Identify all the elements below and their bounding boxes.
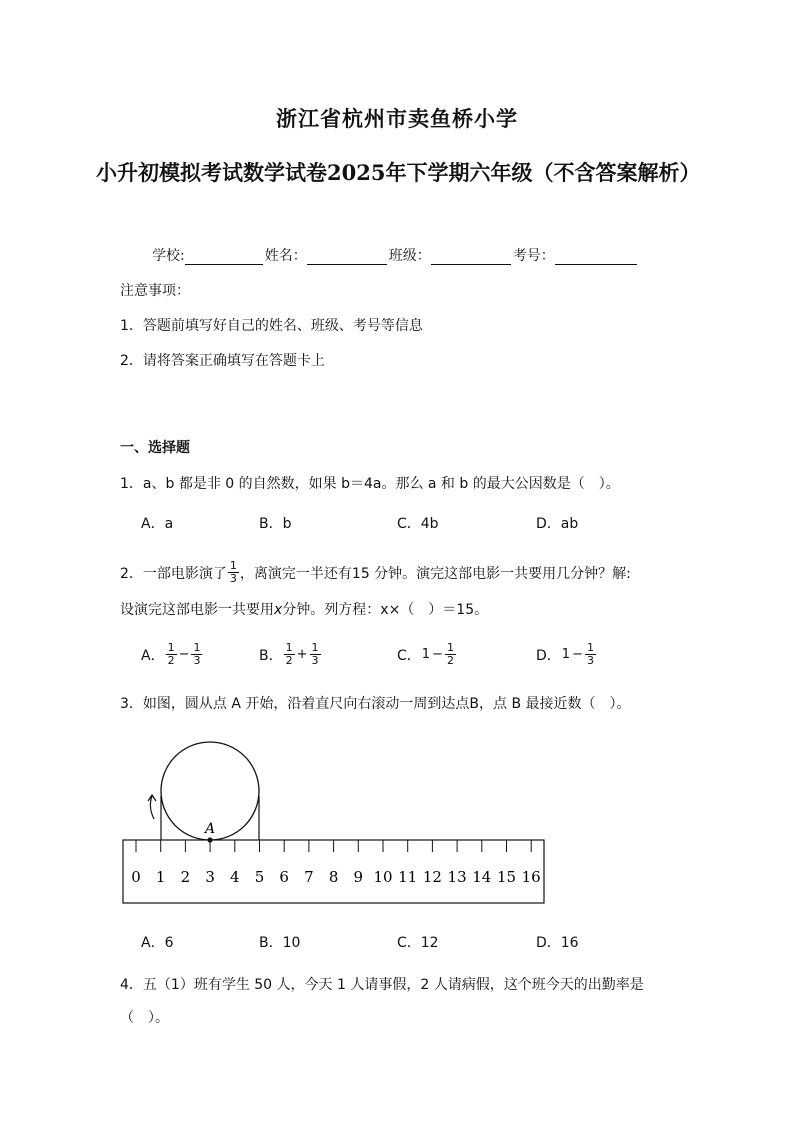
question-3-stem: 3．如图，圆从点 A 开始，沿着直尺向右滚动一周到达点B，点 B 最接近数（ ）。 [120, 696, 631, 712]
q2-line2-text-b: 分钟。列方程：x×（ ）＝15。 [282, 602, 489, 618]
ruler-number-label: 11 [398, 868, 418, 886]
fraction-denominator: 3 [193, 654, 201, 667]
ruler-number-label: 2 [180, 868, 191, 886]
operator: − [432, 647, 443, 662]
q2-option-b[interactable] [259, 642, 322, 667]
fraction [585, 642, 596, 667]
fraction-denominator: 2 [446, 654, 454, 667]
q2-stem-text-b: ，离演完一半还有15 分钟。演完这部电影一共要用几分钟？解: [239, 565, 631, 582]
name-label: 姓名： [264, 248, 307, 264]
ruler-labels [131, 868, 541, 886]
fraction-denominator: 2 [167, 654, 175, 667]
fraction-numerator: 1 [167, 641, 175, 654]
ruler-number-label: 1 [155, 868, 166, 886]
ruler-number-label: 9 [353, 868, 364, 886]
ruler-number-label: 12 [422, 868, 442, 886]
ruler-number-label: 16 [521, 868, 541, 886]
ruler-number-label: 13 [447, 868, 467, 886]
ruler-number-label: 0 [131, 868, 141, 886]
q3-option-a[interactable]: A．6 [141, 935, 174, 951]
section-title: 一、选择题 [120, 440, 190, 456]
q2-variable: x [274, 602, 283, 618]
ruler-number-label: 3 [205, 868, 215, 886]
fraction-denominator: 3 [586, 654, 594, 667]
option-prefix: C． [397, 647, 421, 664]
operator: − [572, 647, 583, 662]
q1-option-c[interactable]: C．4b [397, 516, 439, 532]
q1-option-b[interactable]: B．b [259, 516, 292, 532]
ruler-number-label: 15 [496, 868, 517, 886]
school-blank[interactable] [185, 250, 263, 265]
question-2-stem-line2 [120, 599, 488, 619]
ruler-ticks [136, 840, 531, 852]
option-prefix: A． [141, 647, 165, 664]
q2-option-a[interactable] [141, 642, 203, 667]
q3-option-c[interactable]: C．12 [397, 935, 439, 951]
fraction [310, 642, 321, 667]
option-prefix: D． [536, 647, 561, 664]
student-info-row [152, 245, 639, 265]
number-blank[interactable] [555, 250, 637, 265]
fraction-numerator: 1 [311, 641, 319, 654]
ruler-circle-figure [110, 735, 560, 910]
question-1-stem: 1．a、b 都是非 0 的自然数，如果 b＝4a。那么 a 和 b 的最大公因数是（ ）。 [120, 476, 620, 492]
note-item-1: 1．答题前填写好自己的姓名、班级、考号等信息 [120, 318, 423, 334]
question-2-stem-line1 [120, 560, 631, 585]
fraction [166, 642, 177, 667]
whole-number: 1 [421, 647, 431, 662]
roll-direction-arrow-icon [150, 796, 154, 819]
ruler-number-label: 10 [373, 868, 393, 886]
class-label: 班级： [388, 248, 431, 264]
fraction-numerator: 1 [229, 559, 237, 572]
fraction-numerator: 1 [193, 641, 201, 654]
ruler-number-label: 6 [279, 868, 289, 886]
ruler-number-label: 5 [254, 868, 265, 886]
question-4-stem-line2: （ ）。 [120, 1010, 169, 1026]
q3-option-b[interactable]: B．10 [259, 935, 301, 951]
operator: + [296, 647, 308, 662]
fraction-numerator: 1 [446, 641, 454, 654]
school-title: 浙江省杭州市卖鱼桥小学 [276, 106, 518, 131]
fraction-denominator: 3 [229, 572, 237, 585]
q1-option-d[interactable]: D．ab [536, 516, 579, 532]
class-blank[interactable] [431, 250, 511, 265]
fraction-denominator: 3 [311, 654, 319, 667]
ruler-number-label: 14 [472, 868, 492, 886]
fraction-denominator: 2 [285, 654, 293, 667]
option-prefix: B． [259, 647, 283, 664]
ruler-number-label: 8 [328, 868, 339, 886]
exam-title: 小升初模拟考试数学试卷2025年下学期六年级（不含答案解析） [96, 160, 701, 185]
fraction [445, 642, 456, 667]
q2-stem-text-a: 2．一部电影演了 [120, 565, 227, 582]
fraction [284, 642, 295, 667]
arrow-head-icon [148, 795, 156, 801]
point-a-label: A [205, 821, 216, 837]
fraction-numerator: 1 [285, 641, 293, 654]
q2-line2-text-a: 设演完这部电影一共要用 [120, 602, 274, 618]
note-item-2: 2．请将答案正确填写在答题卡上 [120, 353, 325, 369]
q2-option-d[interactable] [536, 642, 597, 667]
q2-option-c[interactable] [397, 642, 457, 667]
name-blank[interactable] [307, 250, 387, 265]
fraction-numerator: 1 [586, 641, 594, 654]
whole-number: 1 [561, 647, 571, 662]
school-label: 学校: [152, 248, 185, 264]
q3-option-d[interactable]: D．16 [536, 935, 579, 951]
operator: − [178, 647, 190, 662]
ruler-number-label: 4 [230, 868, 240, 886]
q1-option-a[interactable]: A．a [141, 516, 174, 532]
ruler-number-label: 7 [304, 868, 314, 886]
number-label: 考号： [512, 248, 555, 264]
q2-stem-fraction [228, 560, 239, 585]
fraction [191, 642, 202, 667]
question-4-stem-line1: 4．五（1）班有学生 50 人，今天 1 人请事假，2 人请病假，这个班今天的出勤率是 [120, 977, 644, 993]
notes-heading: 注意事项： [120, 283, 190, 299]
